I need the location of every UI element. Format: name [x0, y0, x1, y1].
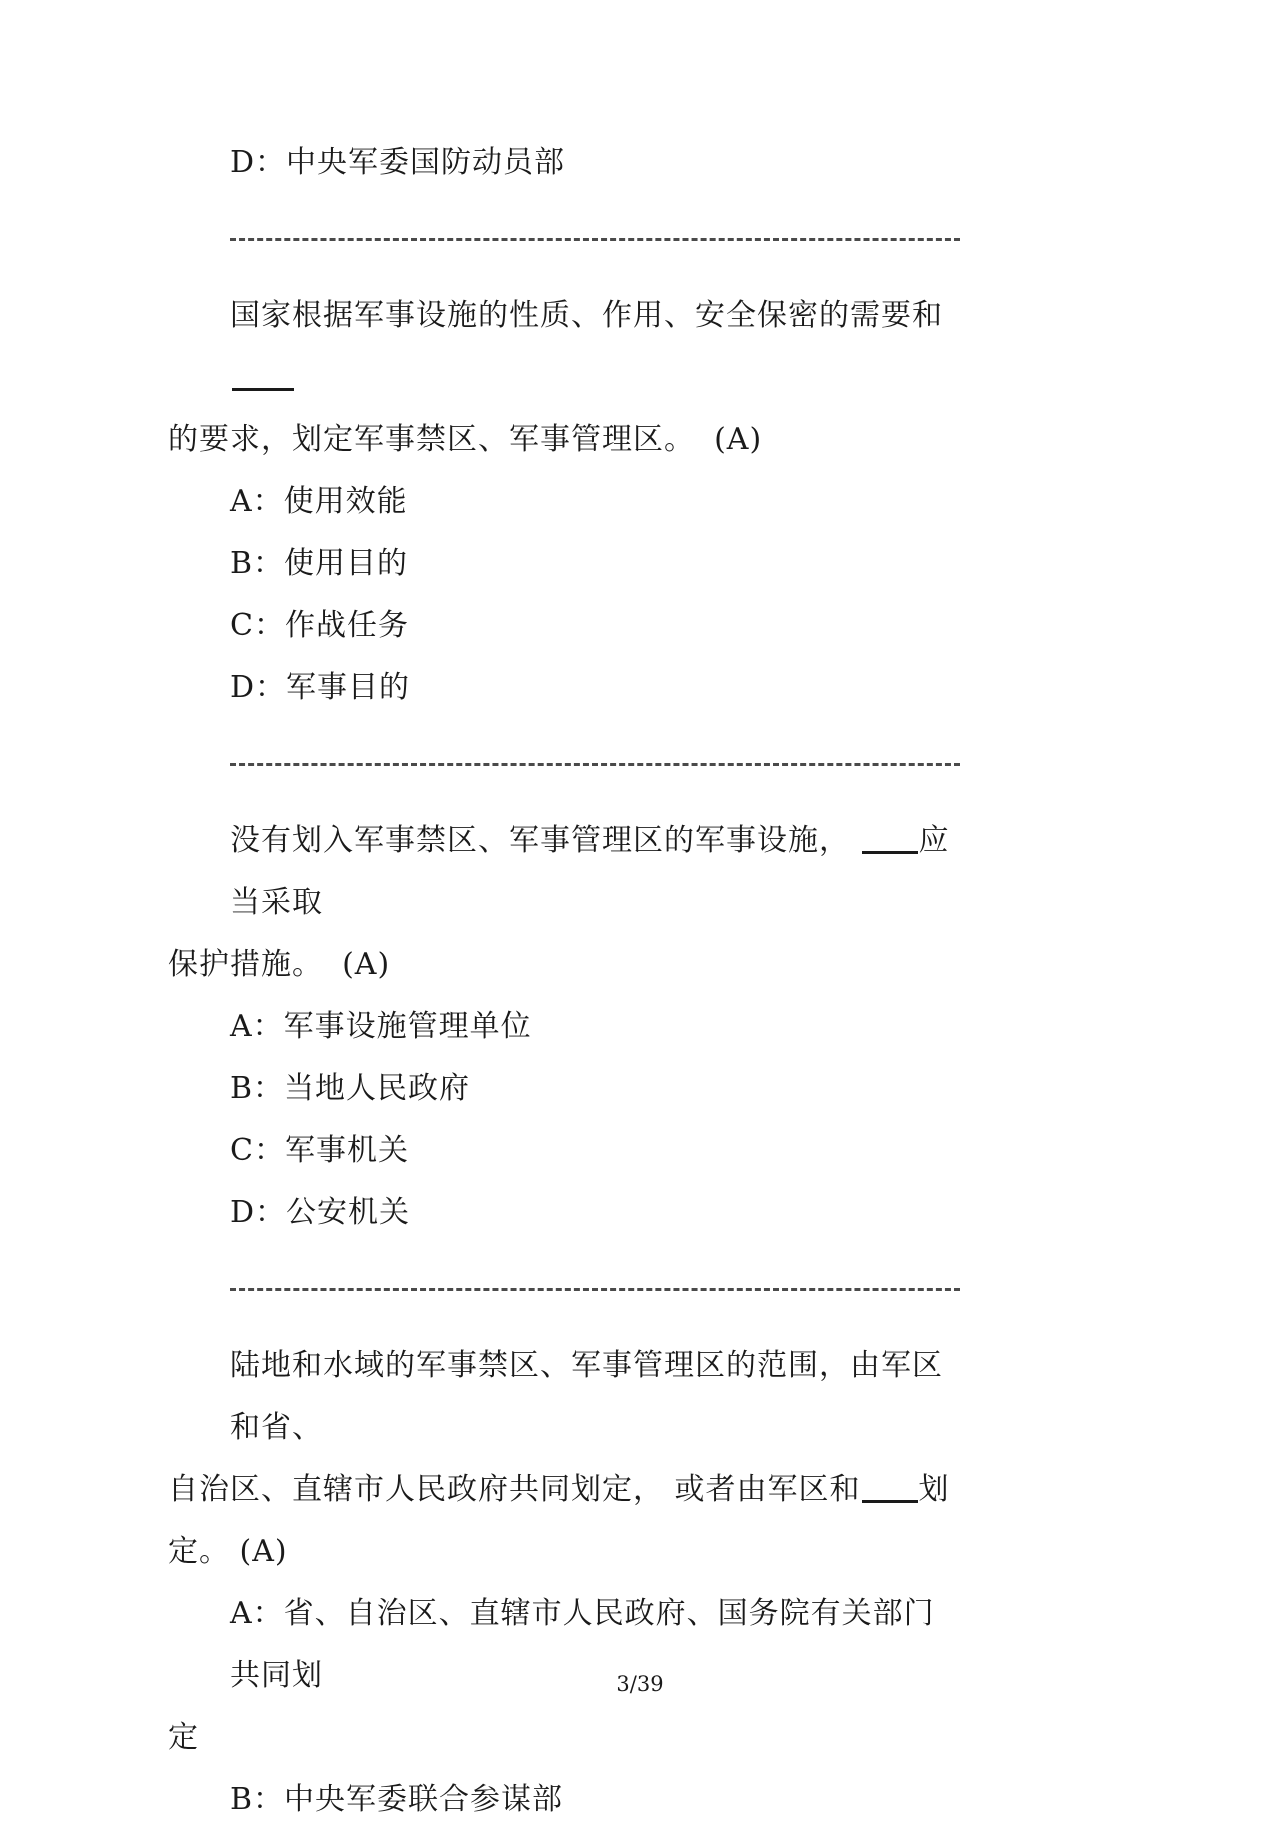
question-stem-line: [168, 810, 960, 934]
question-stem-text: 国家根据军事设施的性质、作用、安全保密的需要和: [230, 298, 943, 333]
question-stem-line: [168, 934, 960, 996]
page-number-label: 3/39: [616, 1672, 664, 1696]
question-stem-text: 的要求，划定军事禁区、军事管理区。: [168, 422, 695, 457]
option-row: A：军事设施管理单位: [230, 1009, 532, 1044]
question-stem-line: [168, 1459, 960, 1583]
page-footer: [0, 1672, 1280, 1696]
option-row: A：使用效能: [230, 484, 408, 519]
fill-in-blank: [232, 388, 294, 391]
fill-in-blank: [862, 851, 918, 854]
option-row: C：军事机关: [230, 1133, 409, 1168]
option-row: B：中央军委联合参谋部: [230, 1782, 564, 1817]
question-stem-text-tail: 应当采取: [230, 823, 950, 920]
fill-in-blank: [862, 1500, 918, 1503]
question-stem-line: [168, 409, 960, 471]
vertical-spacer: [168, 719, 960, 737]
vertical-spacer: [168, 1244, 960, 1262]
option-row: D：军事目的: [230, 670, 411, 705]
question-stem-text-tail: 划定。: [168, 1472, 950, 1569]
option-row: C：作战任务: [230, 608, 409, 643]
question-stem-line: [168, 1335, 960, 1459]
question-stem-text: 保护措施。: [168, 947, 323, 982]
page-content: [168, 132, 960, 1831]
vertical-spacer: [168, 1317, 960, 1335]
question-separator: [230, 763, 960, 766]
question-separator: [230, 1288, 960, 1291]
vertical-spacer: [168, 267, 960, 285]
answer-key: (A): [239, 1534, 288, 1569]
option-row-continuation: 定: [168, 1720, 199, 1755]
answer-key: (A): [342, 947, 391, 982]
option-row: D：中央军委国防动员部: [230, 145, 566, 180]
option-row: B：使用目的: [230, 546, 409, 581]
answer-key: (A): [714, 422, 763, 457]
option-row: D：公安机关: [230, 1195, 411, 1230]
question-separator: [230, 238, 960, 241]
vertical-spacer: [168, 194, 960, 212]
question-stem-text: 没有划入军事禁区、军事管理区的军事设施，: [230, 823, 850, 858]
vertical-spacer: [168, 792, 960, 810]
question-stem-text: 陆地和水域的军事禁区、军事管理区的范围，由军区和省、: [230, 1348, 943, 1445]
question-stem-text: 自治区、直辖市人民政府共同划定， 或者由军区和: [168, 1472, 861, 1507]
question-stem-line: [168, 285, 960, 409]
option-row: B：当地人民政府: [230, 1071, 471, 1106]
option-row: A：省、自治区、直辖市人民政府、国务院有关部门共同划: [230, 1596, 935, 1693]
